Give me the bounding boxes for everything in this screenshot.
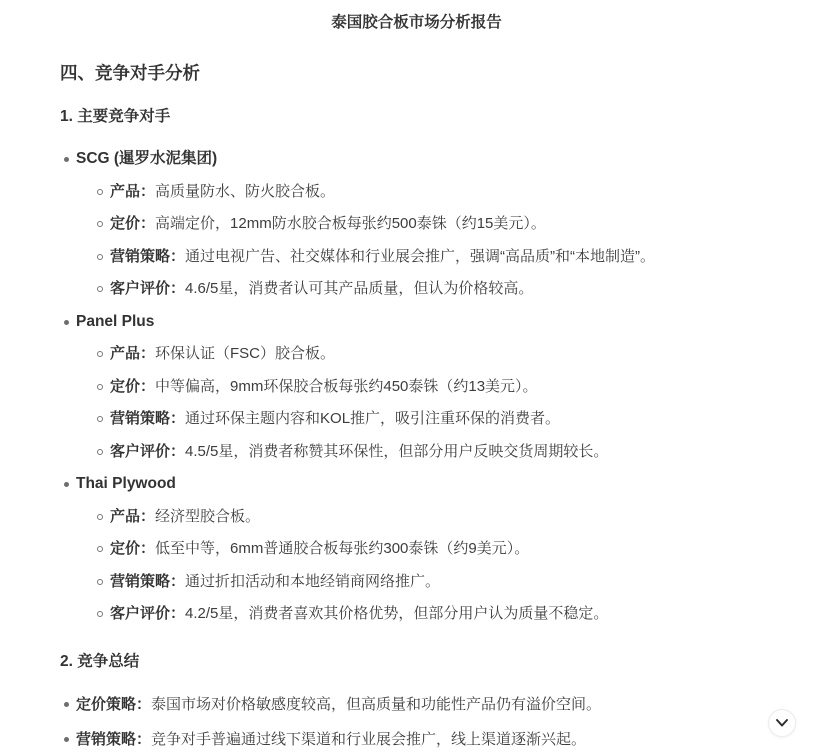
competitor-name-label: Panel Plus (76, 312, 155, 330)
circle-bullet-icon (97, 189, 103, 195)
circle-bullet-icon (97, 579, 103, 585)
detail-label: 客户评价： (110, 280, 186, 297)
report-title: 泰国胶合板市场分析报告 (331, 14, 502, 31)
detail-label: 定价： (110, 215, 156, 232)
section-heading: 四、竞争对手分析 (60, 63, 200, 83)
circle-bullet-icon (97, 416, 103, 422)
circle-bullet-icon (97, 449, 103, 455)
competitor-detail-row (110, 442, 833, 462)
detail-text: 高质量防水、防火胶合板。 (155, 182, 336, 200)
competitor-detail-row (110, 507, 833, 527)
competitor-detail-row (110, 572, 833, 592)
circle-bullet-icon (97, 611, 103, 617)
detail-label: 营销策略： (110, 572, 186, 590)
bullet-icon (64, 320, 69, 325)
competitor-name (76, 312, 833, 332)
detail-text: 4.6/5星，消费者认可其产品质量，但认为价格较高。 (185, 280, 534, 297)
bullet-icon (64, 482, 69, 487)
summary-point (76, 694, 833, 715)
chevron-down-icon (775, 718, 789, 728)
competitor-detail-row (110, 344, 833, 364)
competitor-detail-row (110, 214, 833, 234)
summary-list (0, 694, 833, 750)
detail-label: 产品： (110, 182, 156, 200)
competitor-list (0, 149, 833, 624)
detail-label: 定价： (110, 377, 156, 395)
competitor-name (76, 474, 833, 494)
detail-label: 客户评价： (110, 442, 186, 460)
bullet-icon (64, 157, 69, 162)
summary-point (76, 729, 833, 750)
detail-text: 经济型胶合板。 (155, 507, 261, 525)
competitor-detail-row (110, 604, 833, 624)
competitor-detail-row (110, 247, 833, 267)
detail-label: 定价： (110, 540, 156, 557)
detail-text: 环保认证（FSC）胶合板。 (155, 345, 336, 362)
competitor-name (76, 149, 833, 169)
detail-text: 低至中等，6mm普通胶合板每张约300泰铢（约9美元）。 (155, 540, 530, 557)
circle-bullet-icon (97, 221, 103, 227)
competitor-name-label: Thai Plywood (76, 475, 176, 492)
detail-text: 4.5/5星，消费者称赞其环保性，但部分用户反映交货周期较长。 (185, 442, 609, 460)
bullet-icon (64, 702, 69, 707)
summary-text: 竞争对手普遍通过线下渠道和行业展会推广，线上渠道逐渐兴起。 (151, 731, 587, 748)
detail-label: 客户评价： (110, 605, 186, 622)
detail-text: 通过环保主题内容和KOL推广，吸引注重环保的消费者。 (185, 410, 561, 427)
competitor-detail-row (110, 539, 833, 559)
competitor-detail-row (110, 377, 833, 397)
circle-bullet-icon (97, 514, 103, 520)
detail-text: 中等偏高，9mm环保胶合板每张约450泰铢（约13美元）。 (155, 377, 538, 395)
circle-bullet-icon (97, 546, 103, 552)
detail-label: 产品： (110, 345, 156, 362)
circle-bullet-icon (97, 286, 103, 292)
circle-bullet-icon (97, 384, 103, 390)
competitor-detail-row (110, 182, 833, 202)
summary-label: 定价策略： (76, 696, 152, 713)
circle-bullet-icon (97, 351, 103, 357)
summary-label: 营销策略： (76, 731, 152, 748)
competitor-name-label: SCG (暹罗水泥集团) (76, 150, 218, 167)
detail-text: 4.2/5星，消费者喜欢其价格优势，但部分用户认为质量不稳定。 (185, 605, 609, 622)
detail-label: 营销策略： (110, 410, 186, 427)
detail-label: 营销策略： (110, 247, 186, 265)
competitor-detail-row (110, 279, 833, 299)
subsection-heading-competition-summary: 2. 竞争总结 (60, 653, 140, 670)
summary-text: 泰国市场对价格敏感度较高，但高质量和功能性产品仍有溢价空间。 (151, 696, 602, 713)
detail-label: 产品： (110, 507, 156, 525)
circle-bullet-icon (97, 254, 103, 260)
competitor-detail-row (110, 409, 833, 429)
bullet-icon (64, 737, 69, 742)
scroll-to-bottom-button[interactable] (768, 709, 796, 737)
subsection-heading-main-competitors: 1. 主要竞争对手 (60, 108, 171, 125)
detail-text: 通过电视广告、社交媒体和行业展会推广，强调“高品质”和“本地制造”。 (185, 247, 655, 265)
detail-text: 高端定价，12mm防水胶合板每张约500泰铢（约15美元）。 (155, 215, 546, 232)
detail-text: 通过折扣活动和本地经销商网络推广。 (185, 572, 441, 590)
